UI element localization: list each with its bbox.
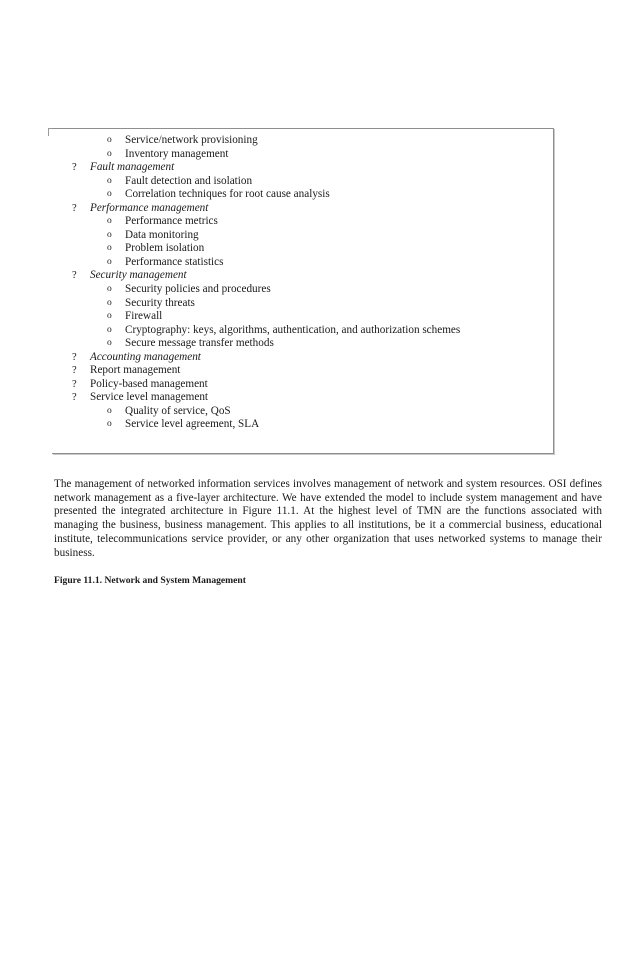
outline-subitem (56, 324, 551, 338)
outline-item-text: Security management (90, 269, 187, 282)
circle-bullet-icon: o (107, 419, 112, 430)
circle-bullet-icon: o (107, 324, 112, 335)
circle-bullet-icon: o (107, 243, 112, 254)
outline-subitem (56, 337, 551, 351)
outline-subitem (56, 242, 551, 256)
outline-item-text: Service level agreement, SLA (125, 418, 260, 431)
circle-bullet-icon: o (107, 135, 112, 145)
outline-subitem (56, 256, 551, 270)
figure-caption: Figure 11.1. Network and System Management (54, 575, 246, 586)
outline-subitem (56, 418, 551, 432)
question-mark-bullet-icon: ? (72, 351, 77, 363)
circle-bullet-icon: o (107, 175, 112, 186)
outline-subitem (56, 215, 551, 229)
outline-item (56, 161, 551, 175)
outline-subitem (56, 175, 551, 189)
outline-subitem (56, 405, 551, 419)
circle-bullet-icon: o (107, 338, 112, 349)
outline-subitem (56, 283, 551, 297)
circle-bullet-icon: o (107, 216, 112, 227)
body-paragraph: The management of networked information services involves management of network and system resources. OSI defines network management as a five-layer architecture. We have extended the model to include system management and have presented the integrated architecture in Figure 11.1. At the highest level of TMN are the functions associated with managing the business, business management. This applies to all institutions, be it a commercial business, educational institute, telecommunications service provider, or any other organization that uses networked systems to manage their business. (54, 478, 602, 559)
outline-item-text: Secure message transfer methods (125, 337, 274, 350)
circle-bullet-icon: o (107, 284, 112, 295)
outline-subitem (56, 297, 551, 311)
outline-item-text: Policy-based management (90, 377, 208, 390)
outline-item (56, 378, 551, 392)
outline-item-text: Accounting management (90, 350, 201, 363)
outline-item-text: Data monitoring (125, 228, 199, 241)
outline-item (56, 202, 551, 216)
outline-item-text: Firewall (125, 310, 163, 323)
outline-item-text: Service/network provisioning (125, 134, 258, 146)
circle-bullet-icon: o (107, 189, 112, 200)
question-mark-bullet-icon: ? (72, 270, 77, 282)
outline-item-text: Performance statistics (125, 255, 224, 268)
outline-subitem (56, 229, 551, 243)
circle-bullet-icon: o (107, 256, 112, 267)
outline-item (56, 364, 551, 378)
circle-bullet-icon: o (107, 229, 112, 240)
outline-item-text: Report management (90, 364, 181, 377)
page-edge-tick (48, 128, 49, 136)
outline-subitem (56, 134, 551, 148)
outline-item-text: Fault detection and isolation (125, 174, 253, 187)
question-mark-bullet-icon: ? (72, 202, 77, 214)
outline-item-text: Service level management (90, 391, 209, 404)
outline-item (56, 391, 551, 405)
outline-subitem (56, 188, 551, 202)
outline-item-text: Security threats (125, 296, 195, 309)
outline-item-text: Security policies and procedures (125, 283, 271, 296)
circle-bullet-icon: o (107, 148, 112, 159)
outline-item-text: Performance management (90, 201, 209, 214)
management-functions-outline (56, 134, 551, 432)
outline-item-text: Quality of service, QoS (125, 404, 231, 417)
outline-item-text: Performance metrics (125, 215, 218, 228)
outline-item (56, 269, 551, 283)
outline-item-text: Cryptography: keys, algorithms, authentication, and authorization schemes (125, 323, 461, 336)
circle-bullet-icon: o (107, 405, 112, 416)
outline-item-text: Problem isolation (125, 242, 205, 255)
outline-item-text: Correlation techniques for root cause analysis (125, 188, 330, 201)
circle-bullet-icon: o (107, 297, 112, 308)
question-mark-bullet-icon: ? (72, 162, 77, 174)
outline-subitem (56, 148, 551, 162)
question-mark-bullet-icon: ? (72, 378, 77, 390)
question-mark-bullet-icon: ? (72, 365, 77, 377)
outline-item (56, 351, 551, 365)
outline-item-text: Inventory management (125, 147, 229, 160)
question-mark-bullet-icon: ? (72, 392, 77, 404)
outline-item-text: Fault management (90, 161, 175, 174)
circle-bullet-icon: o (107, 311, 112, 322)
outline-subitem (56, 310, 551, 324)
